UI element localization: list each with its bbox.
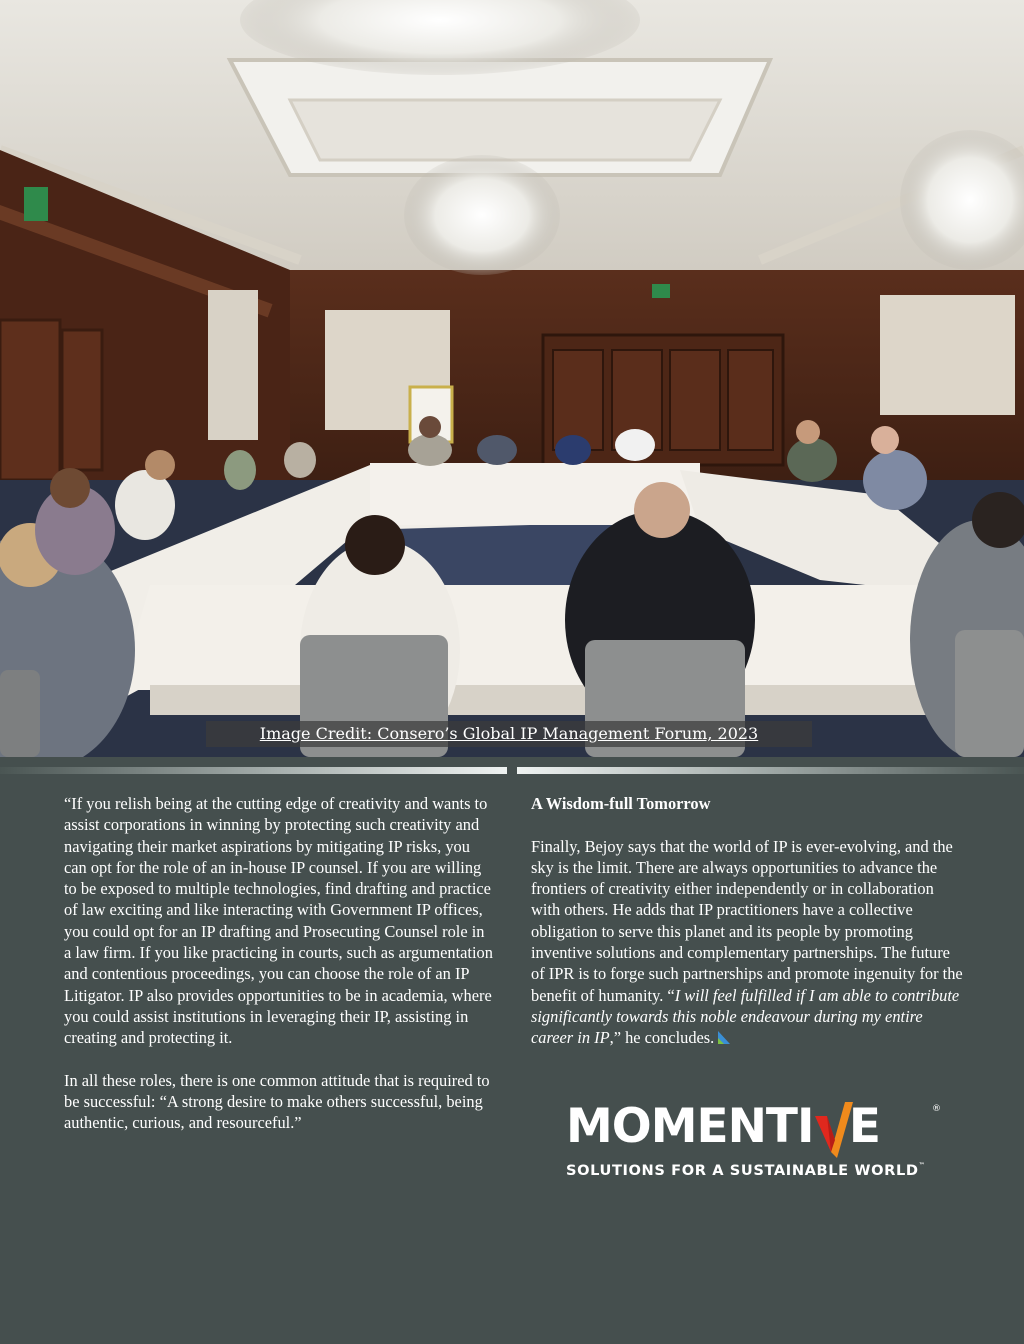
triangle-end-mark-icon bbox=[717, 1029, 731, 1050]
logo-v-mark bbox=[813, 1099, 848, 1154]
right-paragraph-closing: ,” he concludes. bbox=[609, 1028, 715, 1048]
left-paragraph-2: In all these roles, there is one common attitude that is required to be successful: “A strong desire to make others successful, being authentic, curious, and resourceful.” bbox=[64, 1070, 490, 1133]
right-divider-bar bbox=[517, 767, 1024, 774]
logo-v-chevron-icon bbox=[815, 1102, 853, 1158]
logo-tagline-text: SOLUTIONS FOR A SUSTAINABLE WORLD bbox=[566, 1162, 919, 1179]
right-paragraph-main: Finally, Bejoy says that the world of IP is ever-evolving, and the sky is the limit. There are always opportunities to advance the frontiers of creativity either independently or in collaboration with others. He adds that IP practitioners have a collective obligation to serve this planet and its people by promoting inventive solutions and complementary partnerships. The future of IPR is to forge such partnerships and promote ingenuity for the benefit of humanity. “ bbox=[531, 836, 963, 1005]
logo-word-part-2: E bbox=[848, 1099, 880, 1154]
left-divider-bar bbox=[0, 767, 507, 774]
right-text-column bbox=[531, 793, 967, 1072]
left-paragraph-1: “If you relish being at the cutting edge of creativity and wants to assist corporations in winning by protecting such creativity and navigating their market aspirations by mitigating IP risks, you can opt for the role of an in-house IP counsel. If you are willing to be exposed to multiple technologies, find drafting and practice of law exciting and like interacting with Government IP offices, you could opt for an IP drafting and Prosecuting Counsel role in a law firm. If you like practicing in courts, such as argumentation and contentious proceedings, you can choose the role of an IP Litigator. IP also provides opportunities to be in academia, where you could assist institutions in leveraging their IP, assisting in creating and protecting it. bbox=[64, 794, 493, 1048]
logo-trademark-mark: ™ bbox=[918, 1162, 926, 1169]
left-text-column bbox=[64, 793, 494, 1155]
image-credit-caption: Image Credit: Consero’s Global IP Management Forum, 2023 bbox=[206, 721, 812, 747]
section-heading: A Wisdom-full Tomorrow bbox=[531, 794, 711, 813]
right-paragraph-quote: I will feel fulfilled if I am able to contribute significantly towards this noble endeavour during my entire career in IP bbox=[531, 985, 960, 1048]
logo-registered-mark: ® bbox=[932, 1104, 941, 1114]
logo-tagline bbox=[566, 1162, 925, 1179]
logo-wordmark bbox=[566, 1098, 880, 1156]
right-paragraph bbox=[531, 836, 967, 1051]
momentive-logo bbox=[566, 1098, 946, 1184]
logo-word-part-1: MOMENTI bbox=[566, 1099, 814, 1154]
